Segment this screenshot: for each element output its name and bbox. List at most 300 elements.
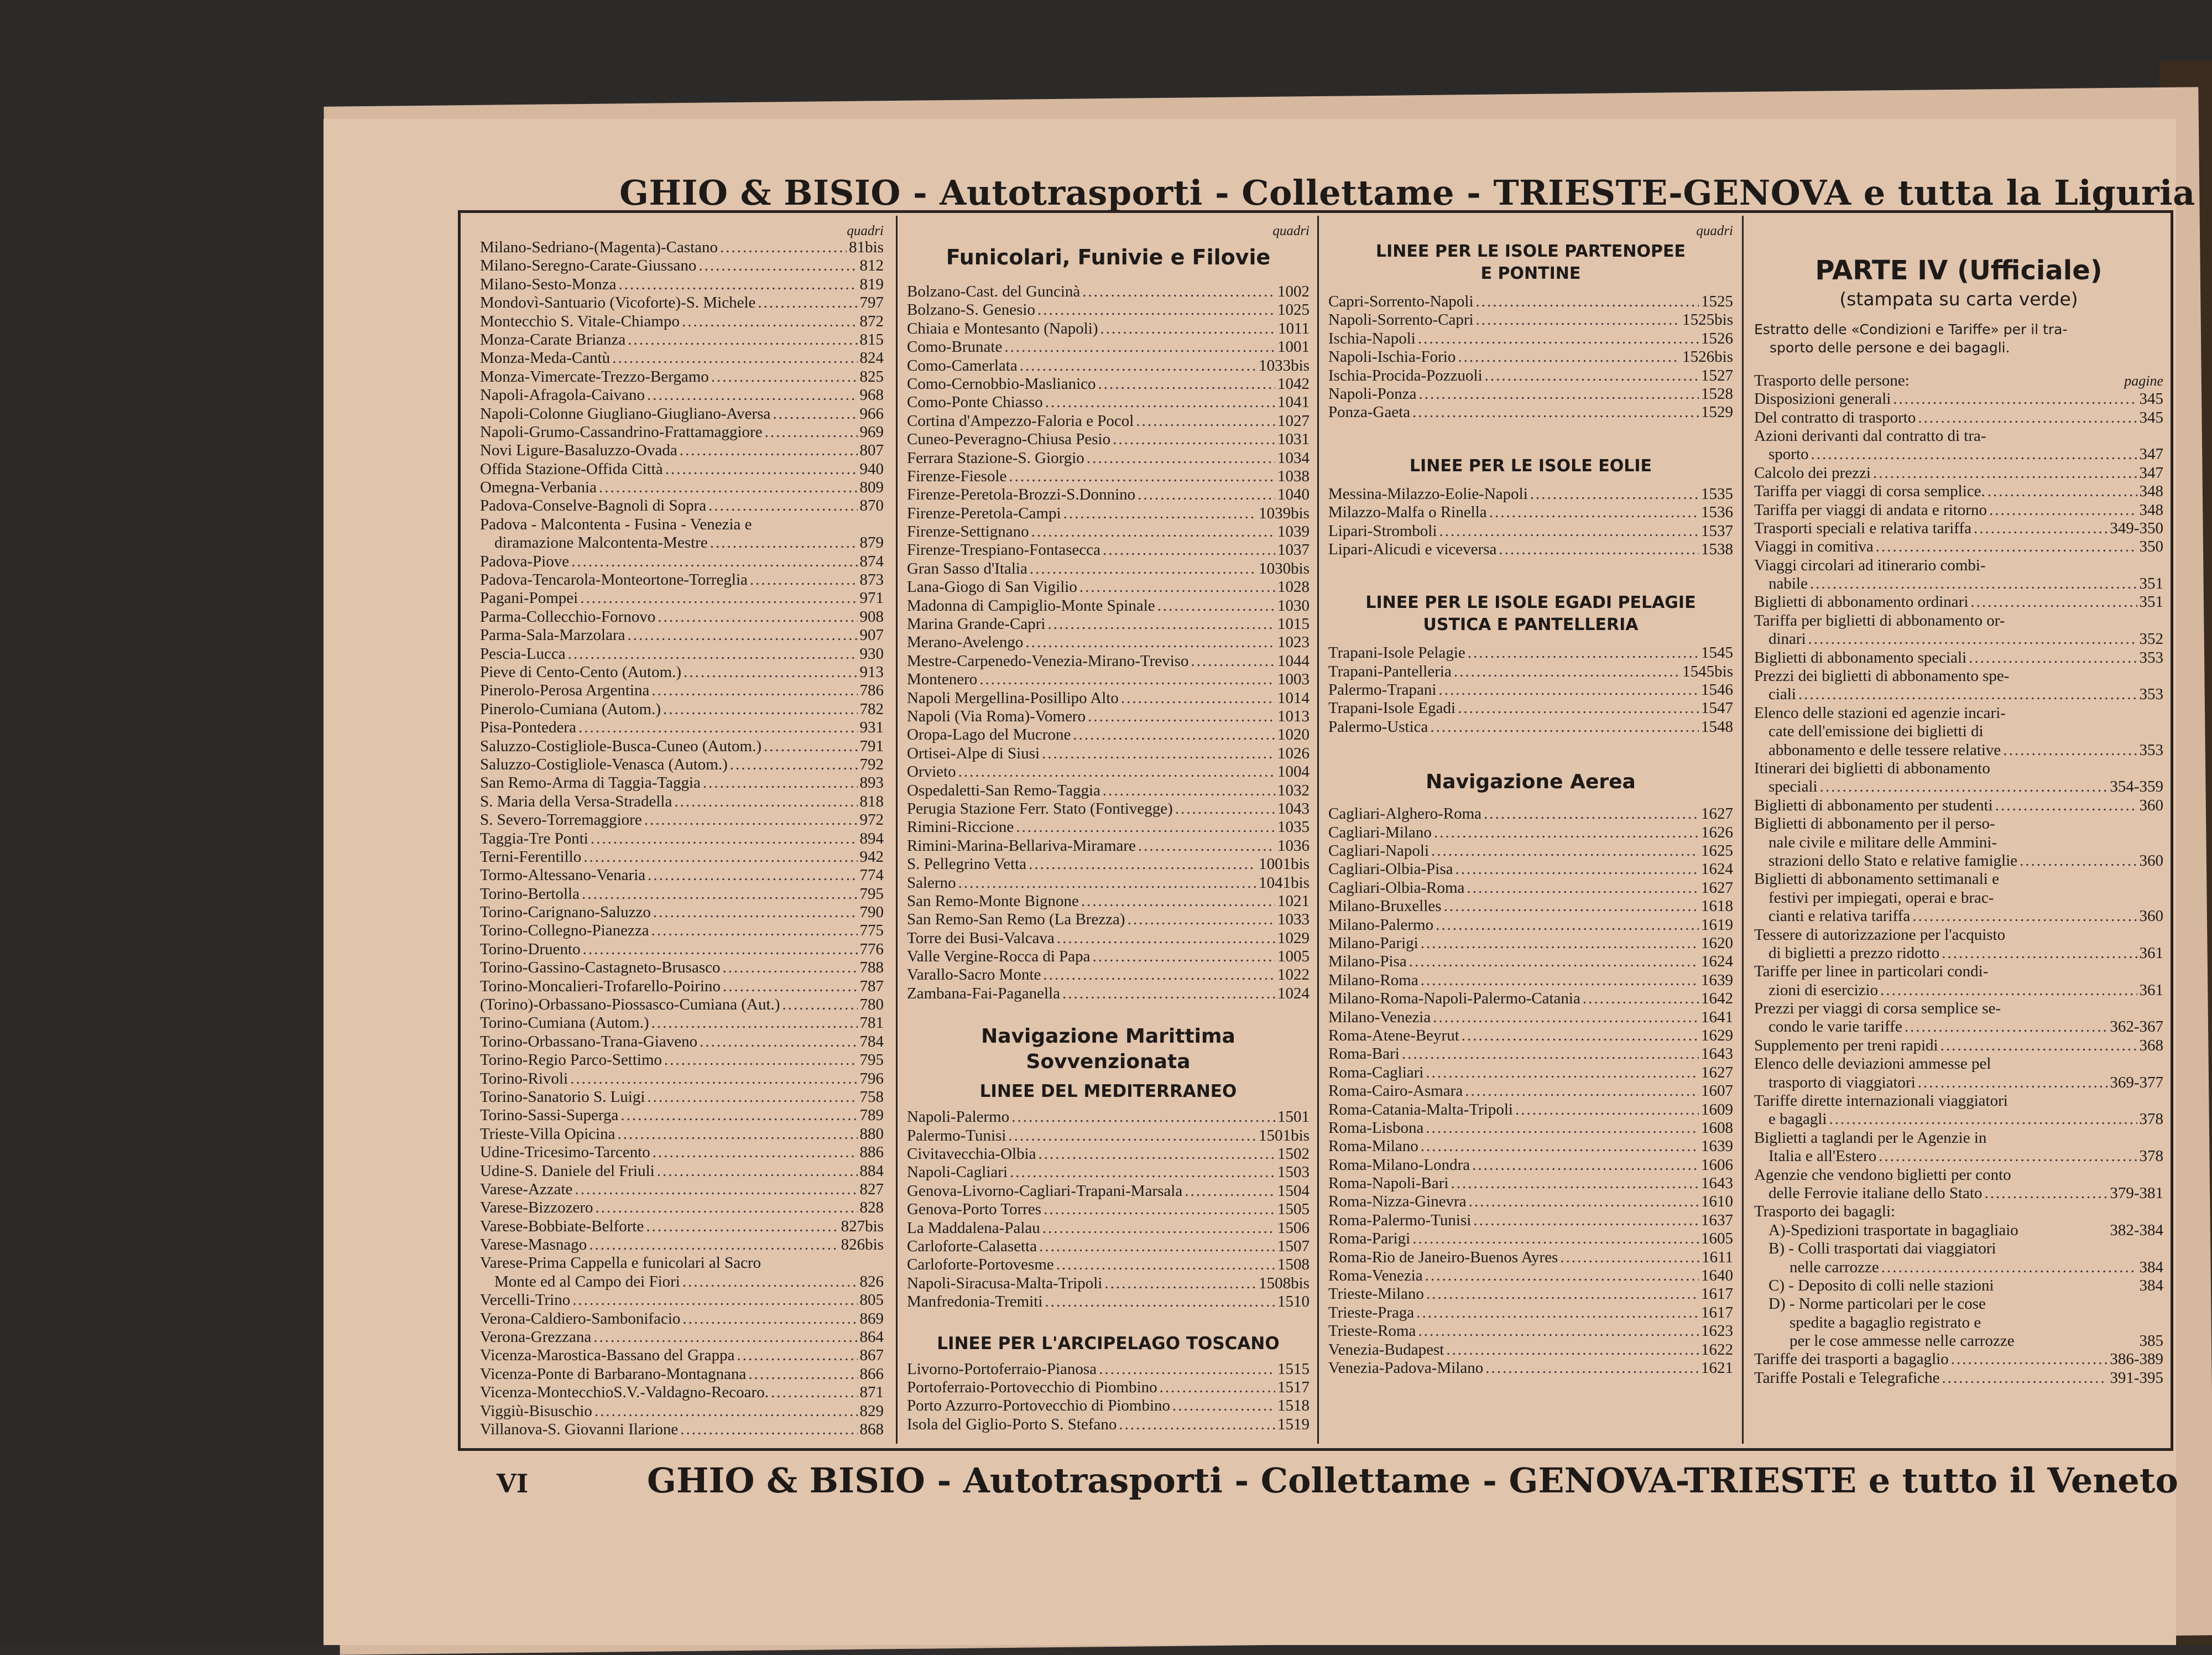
table-row [1754,981,2163,1000]
leader-dots [1421,971,1699,990]
entry-name: Firenze-Settignano [907,523,1029,541]
entry-name: ciali [1768,685,1796,704]
entry-name: Varese-Prima Cappella e funicolari al Sacro [480,1254,761,1272]
leader-dots [663,700,857,719]
entry-name: Zambana-Fai-Paganella [907,984,1060,1002]
entry-ref: 360 [2139,907,2163,925]
table-row [1754,1000,2163,1018]
entry-ref: 872 [859,312,884,330]
leader-dots [657,1162,858,1180]
entry-ref: 1502 [1277,1145,1310,1163]
entry-name: Firenze-Trespiano-Fontasecca [907,541,1101,559]
table-row [1328,367,1733,385]
entry-name: Trapani-Pantelleria [1328,662,1452,680]
entry-name: Roma-Bari [1328,1045,1400,1063]
entry-name: Biglietti di abbonamento per il perso- [1754,815,1995,833]
entry-name: Montecchio S. Vitale-Chiampo [480,312,680,330]
entry-ref: 880 [859,1125,884,1143]
column-head-quadri: quadri [847,223,884,238]
section-title-pontine: E PONTINE [1480,264,1581,283]
entry-name: Padova - Malcontenta - Fusina - Venezia e [480,515,752,533]
leader-dots [591,830,858,848]
entry-ref: 1618 [1701,897,1733,915]
spacer [1328,559,1733,592]
table-row [1754,1129,2163,1147]
entry-name: spedite a bagaglio registrato e [1790,1313,1981,1331]
leader-dots [1985,1184,2108,1203]
entry-name: Porto Azzurro-Portovecchio di Piombino [907,1397,1171,1415]
entry-name: Cortina d'Ampezzo-Faloria e Pocol [907,412,1134,430]
entry-name: Saluzzo-Costigliole-Busca-Cuneo (Autom.) [480,737,762,755]
leader-dots [1025,633,1275,652]
table-row [1754,390,2163,408]
entry-name: Villanova-S. Giovanni Ilarione [480,1420,679,1438]
column-divider-1 [896,216,898,1444]
table-row [480,1162,884,1180]
table-row [1328,1193,1733,1211]
leader-dots [1465,1082,1699,1100]
table-row [480,1402,884,1420]
entry-name: Taggia-Tre Ponti [480,829,588,847]
table-row [907,892,1310,910]
entry-name: Pinerolo-Perosa Argentina [480,681,650,700]
page-footer-advert: GHIO & BISIO - Autotrasporti - Collettame - GENOVA-TRIESTE e tutto il Veneto [647,1460,2178,1501]
entry-ref: 1607 [1701,1082,1733,1100]
entry-ref: 874 [859,552,884,570]
table-row [1754,1166,2163,1184]
leader-dots [1430,718,1699,736]
entry-ref: 352 [2139,630,2163,648]
leader-dots [1484,805,1699,823]
leader-dots [1905,1018,2108,1036]
entry-ref: 866 [859,1365,884,1383]
leader-dots [958,874,1257,892]
table-row [1328,805,1733,823]
table-row [907,541,1310,559]
leader-dots [1951,1350,2108,1368]
table-row [1328,1322,1733,1340]
leader-dots [568,645,858,663]
leader-dots [1485,367,1699,385]
table-row [907,726,1310,744]
table-row [480,866,884,884]
table-row [480,719,884,737]
entry-ref: 966 [859,404,884,423]
entry-name: Varese-Bizzozero [480,1199,593,1217]
table-row [907,707,1310,726]
entry-name: Cagliari-Napoli [1328,842,1430,860]
entry-name: di biglietti a prezzo ridotto [1768,944,1940,962]
column-parte-iv [1754,224,2163,1387]
leader-dots [1172,1397,1275,1415]
table-row [480,959,884,977]
entry-name: Palermo-Ustica [1328,717,1428,736]
leader-dots [1004,338,1275,356]
leader-dots [698,257,857,275]
column-divider-2 [1317,216,1319,1444]
entry-name: Marina Grande-Capri [907,615,1046,633]
leader-dots [1530,485,1699,503]
table-row [1754,797,2163,815]
table-row [480,1420,884,1439]
entry-ref: 362-367 [2110,1018,2163,1036]
entry-name: Viaggi circolari ad itinerario combi- [1754,556,1986,574]
table-row [1754,649,2163,667]
entry-ref: 774 [859,866,884,884]
table-row [1328,1230,1733,1248]
entry-ref: 1545bis [1682,662,1733,680]
entry-name: Valle Vergine-Rocca di Papa [907,948,1091,966]
leader-dots [703,774,858,792]
section-title-partenopee: LINEE PER LE ISOLE PARTENOPEE [1376,242,1686,261]
table-row [1328,879,1733,897]
entry-ref: 790 [859,903,884,922]
entry-name: Ospedaletti-San Remo-Taggia [907,781,1100,799]
leader-dots [1191,652,1275,670]
entry-ref: 353 [2139,685,2163,704]
entry-ref: 826bis [841,1236,884,1254]
table-row [1328,1285,1733,1303]
table-row [480,1328,884,1346]
table-row [1754,575,2163,593]
entry-ref: 1606 [1701,1156,1733,1174]
leader-dots [1020,357,1256,375]
leader-dots [771,1383,858,1402]
table-row [480,737,884,756]
entry-ref: 1546 [1701,681,1733,699]
table-row [907,1108,1310,1126]
entry-ref: 369-377 [2110,1073,2163,1091]
entry-ref: 353 [2139,648,2163,667]
eolie-list [1328,485,1733,559]
funicolari-list [907,283,1310,1003]
entry-name: San Remo-San Remo (La Brezza) [907,910,1125,929]
table-row [480,331,884,349]
leader-dots [572,1291,857,1309]
table-row [1328,348,1733,366]
table-row [1328,971,1733,990]
table-row [1754,519,2163,538]
leader-dots [1098,375,1275,393]
entry-ref: 1501bis [1259,1126,1310,1144]
entry-name: Varese-Azzate [480,1180,573,1198]
leader-dots [730,756,858,774]
leader-dots [1081,892,1275,910]
leader-dots [737,1346,857,1365]
leader-dots [1426,1064,1699,1082]
entry-name: Omegna-Verbania [480,478,597,497]
leader-dots [2020,852,2137,870]
entry-name: Biglietti di abbonamento settimanali e [1754,870,1999,888]
entry-name: Torino-Sanatorio S. Luigi [480,1087,645,1106]
leader-dots [1425,1267,1699,1285]
entry-ref: 1036 [1277,836,1310,855]
table-row [907,1219,1310,1237]
leader-dots [1462,1027,1699,1045]
entry-ref: 1508 [1277,1256,1310,1274]
leader-dots [1030,560,1256,578]
section-title-ustica: USTICA E PANTELLERIA [1423,615,1639,635]
entry-name: Orvieto [907,763,956,781]
leader-dots [1113,430,1275,449]
table-row [1328,522,1733,540]
table-row [1754,926,2163,944]
entry-name: S. Maria della Versa-Stradella [480,792,672,810]
table-row [1328,293,1733,311]
leader-dots [1121,689,1275,707]
leader-dots [1016,818,1275,836]
table-row [1328,385,1733,403]
entry-name: Elenco delle deviazioni ammesse pel [1754,1055,1991,1073]
table-row [907,985,1310,1003]
entry-name: (Torino)-Orbassano-Piossasco-Cumiana (Aut.) [480,996,780,1014]
entry-ref: 382-384 [2110,1221,2163,1239]
entry-ref: 348 [2139,482,2163,501]
entry-name: Ischia-Procida-Pozzuoli [1328,366,1483,384]
entry-name: Cagliari-Milano [1328,823,1432,841]
entry-ref: 1643 [1701,1174,1733,1193]
entry-name: Monza-Vimercate-Trezzo-Bergamo [480,367,709,386]
entry-name: Parma-Sala-Marzolara [480,626,625,644]
column-autolinee [480,224,884,1439]
leader-dots [612,349,857,367]
entry-name: Tariffa per viaggi di andata e ritorno [1754,501,1987,519]
entry-name: Carloforte-Calasetta [907,1237,1037,1255]
entry-ref: 788 [859,959,884,977]
leader-dots [578,719,858,737]
intro-line: sporto delle persone e dei bagagli. [1770,340,2010,356]
entry-ref: 1033 [1277,910,1310,929]
entry-name: Palermo-Tunisi [907,1126,1006,1144]
table-row [907,412,1310,430]
entry-name: Cagliari-Olbia-Roma [1328,878,1465,897]
leader-dots [1808,630,2137,648]
entry-ref: 1525bis [1682,311,1733,329]
entry-name: Cuneo-Peveragno-Chiusa Pesio [907,430,1111,449]
entry-name: Tariffa per biglietti di abbonamento or- [1754,611,2005,629]
leader-dots [1560,1248,1699,1267]
leader-dots [1418,1322,1699,1340]
table-row [907,1378,1310,1397]
leader-dots [648,866,857,884]
entry-name: Venezia-Budapest [1328,1340,1444,1359]
entry-ref: 1023 [1277,633,1310,652]
table-row [480,423,884,441]
entry-ref: 758 [859,1087,884,1106]
leader-dots [1820,778,2108,796]
leader-dots [708,497,857,515]
table-row [480,257,884,275]
entry-name: delle Ferrovie italiane dello Stato [1768,1184,1983,1202]
entry-ref: 353 [2139,741,2163,759]
entry-name: Milano-Parigi [1328,934,1418,952]
entry-name: Oropa-Lago del Mucrone [907,726,1071,744]
entry-ref: 1042 [1277,374,1310,393]
entry-ref: 1545 [1701,644,1733,662]
leader-dots [1439,522,1699,540]
toscano-list [907,1360,1310,1434]
entry-ref: 1640 [1701,1267,1733,1285]
entry-ref: 1619 [1701,915,1733,934]
pagine-label: pagine [2124,372,2163,389]
table-row [907,745,1310,763]
table-row [1754,889,2163,907]
table-row [480,922,884,940]
entry-name: Milano-Bruxelles [1328,897,1442,915]
entry-name: San Remo-Monte Bignone [907,892,1079,910]
entry-name: Tariffe dei trasporti a bagaglio [1754,1350,1949,1368]
leader-dots [1810,575,2137,593]
entry-name: Trieste-Praga [1328,1303,1415,1321]
leader-dots [1970,593,2137,611]
entry-ref: 1629 [1701,1026,1733,1044]
leader-dots [1056,1256,1275,1274]
table-row [1754,759,2163,778]
entry-ref: 1026 [1277,744,1310,762]
entry-ref: 907 [859,626,884,644]
leader-dots [1418,330,1699,348]
leader-dots [1446,1341,1699,1359]
leader-dots [1138,486,1275,504]
table-row [1328,1174,1733,1193]
entry-ref: 1620 [1701,934,1733,952]
leader-dots [1037,301,1275,319]
leader-dots [979,670,1275,689]
leader-dots [1873,464,2137,482]
leader-dots [1009,467,1275,486]
entry-ref: 809 [859,478,884,497]
leader-dots [1989,501,2137,519]
table-row [480,1236,884,1254]
leader-dots [1476,293,1699,311]
leader-dots [1160,1378,1275,1397]
table-row [1328,842,1733,860]
leader-dots [1942,1369,2107,1387]
leader-dots [1515,1101,1699,1119]
table-row [1328,1359,1733,1377]
leader-dots [1421,934,1699,953]
column-isole-aerea [1328,224,1733,1377]
entry-name: Merano-Avelengo [907,633,1024,652]
entry-name: Pinerolo-Cumiana (Autom.) [480,700,661,718]
leader-dots [1185,1182,1275,1200]
leader-dots [680,441,858,460]
table-row [480,793,884,811]
entry-ref: 1625 [1701,842,1733,860]
leader-dots [680,1420,857,1439]
leader-dots [773,405,857,423]
leader-dots [1103,541,1275,559]
entry-ref: 391-395 [2110,1368,2163,1387]
table-row [907,763,1310,781]
entry-name: Padova-Tencarola-Monteortone-Torreglia [480,571,748,589]
entry-name: Italia e all'Estero [1768,1147,1877,1165]
entry-ref: 1510 [1277,1293,1310,1311]
entry-name: Biglietti a taglandi per le Agenzie in [1754,1128,1987,1147]
table-row [480,830,884,848]
entry-ref: 1501 [1277,1108,1310,1126]
leader-dots [644,811,858,829]
entry-name: sporto [1768,445,1809,464]
leader-dots [1128,910,1275,929]
leader-dots [1416,1304,1699,1322]
section-subtitle: (stampata su carta verde) [1839,288,2078,310]
entry-name: Venezia-Padova-Milano [1328,1359,1484,1377]
entry-ref: 782 [859,700,884,718]
entry-name: Ferrara Stazione-S. Giorgio [907,449,1084,467]
entry-name: condo le varie tariffe [1768,1018,1902,1036]
entry-ref: 886 [859,1143,884,1162]
leader-dots [1433,1008,1699,1027]
table-row [480,516,884,534]
leader-dots [1472,1156,1699,1174]
spacer [907,1003,1310,1024]
table-row [1754,1184,2163,1203]
entry-ref: 1627 [1701,805,1733,823]
section-title-egadi: LINEE PER LE ISOLE EGADI PELAGIE [1365,593,1696,613]
entry-ref: 1507 [1277,1237,1310,1255]
table-row [1328,934,1733,953]
table-row [1328,1304,1733,1322]
entry-name: Firenze-Peretola-Brozzi-S.Donnino [907,486,1136,504]
entry-name: Roma-Milano [1328,1137,1418,1156]
table-row [480,885,884,903]
entry-name: Roma-Palermo-Tunisi [1328,1211,1472,1229]
table-row [907,874,1310,892]
leader-dots [682,1273,858,1291]
leader-dots [1044,1200,1275,1219]
entry-ref: 1621 [1701,1359,1733,1377]
leader-dots [1912,907,2137,925]
entry-name: Torino-Regio Parco-Settimo [480,1051,662,1069]
entry-ref: 870 [859,497,884,515]
entry-name: Disposizioni generali [1754,390,1891,408]
entry-name: Tariffa per viaggi di corsa semplice. [1754,482,1985,501]
entry-name: Capri-Sorrento-Napoli [1328,293,1474,310]
persone-label: Trasporto delle persone: [1754,371,1910,389]
entry-ref: 1505 [1277,1200,1310,1219]
entry-name: Pieve di Cento-Cento (Autom.) [480,663,682,681]
entry-ref: 775 [859,922,884,940]
entry-ref: 1608 [1701,1118,1733,1137]
leader-dots [1402,1045,1699,1063]
entry-ref: 931 [859,719,884,737]
leader-dots [748,1365,857,1383]
parte-iv-list [1754,390,2163,1387]
entry-ref: 894 [859,829,884,847]
entry-name: Cagliari-Alghero-Roma [1328,805,1482,823]
entry-name: Madonna di Campiglio-Monte Spinale [907,596,1155,615]
table-row [907,929,1310,948]
entry-name: Torino-Collegno-Pianezza [480,922,649,940]
leader-dots [1412,403,1699,421]
entry-ref: 384 [2139,1258,2163,1276]
entry-ref: 827 [859,1180,884,1198]
entry-ref: 1611 [1702,1248,1733,1266]
entry-name: Napoli-Siracusa-Malta-Tripoli [907,1274,1103,1292]
entry-ref: 360 [2139,796,2163,814]
entry-name: Roma-Cagliari [1328,1063,1424,1081]
entry-ref: 1043 [1277,799,1310,818]
entry-ref: 1547 [1701,699,1733,717]
entry-ref: 1535 [1701,485,1733,503]
leader-dots [1489,503,1699,522]
table-row [1328,1082,1733,1100]
leader-dots [1418,385,1699,403]
entry-name: Como-Brunate [907,338,1003,356]
entry-name: Napoli (Via Roma)-Vomero [907,707,1086,725]
table-row [1754,556,2163,575]
